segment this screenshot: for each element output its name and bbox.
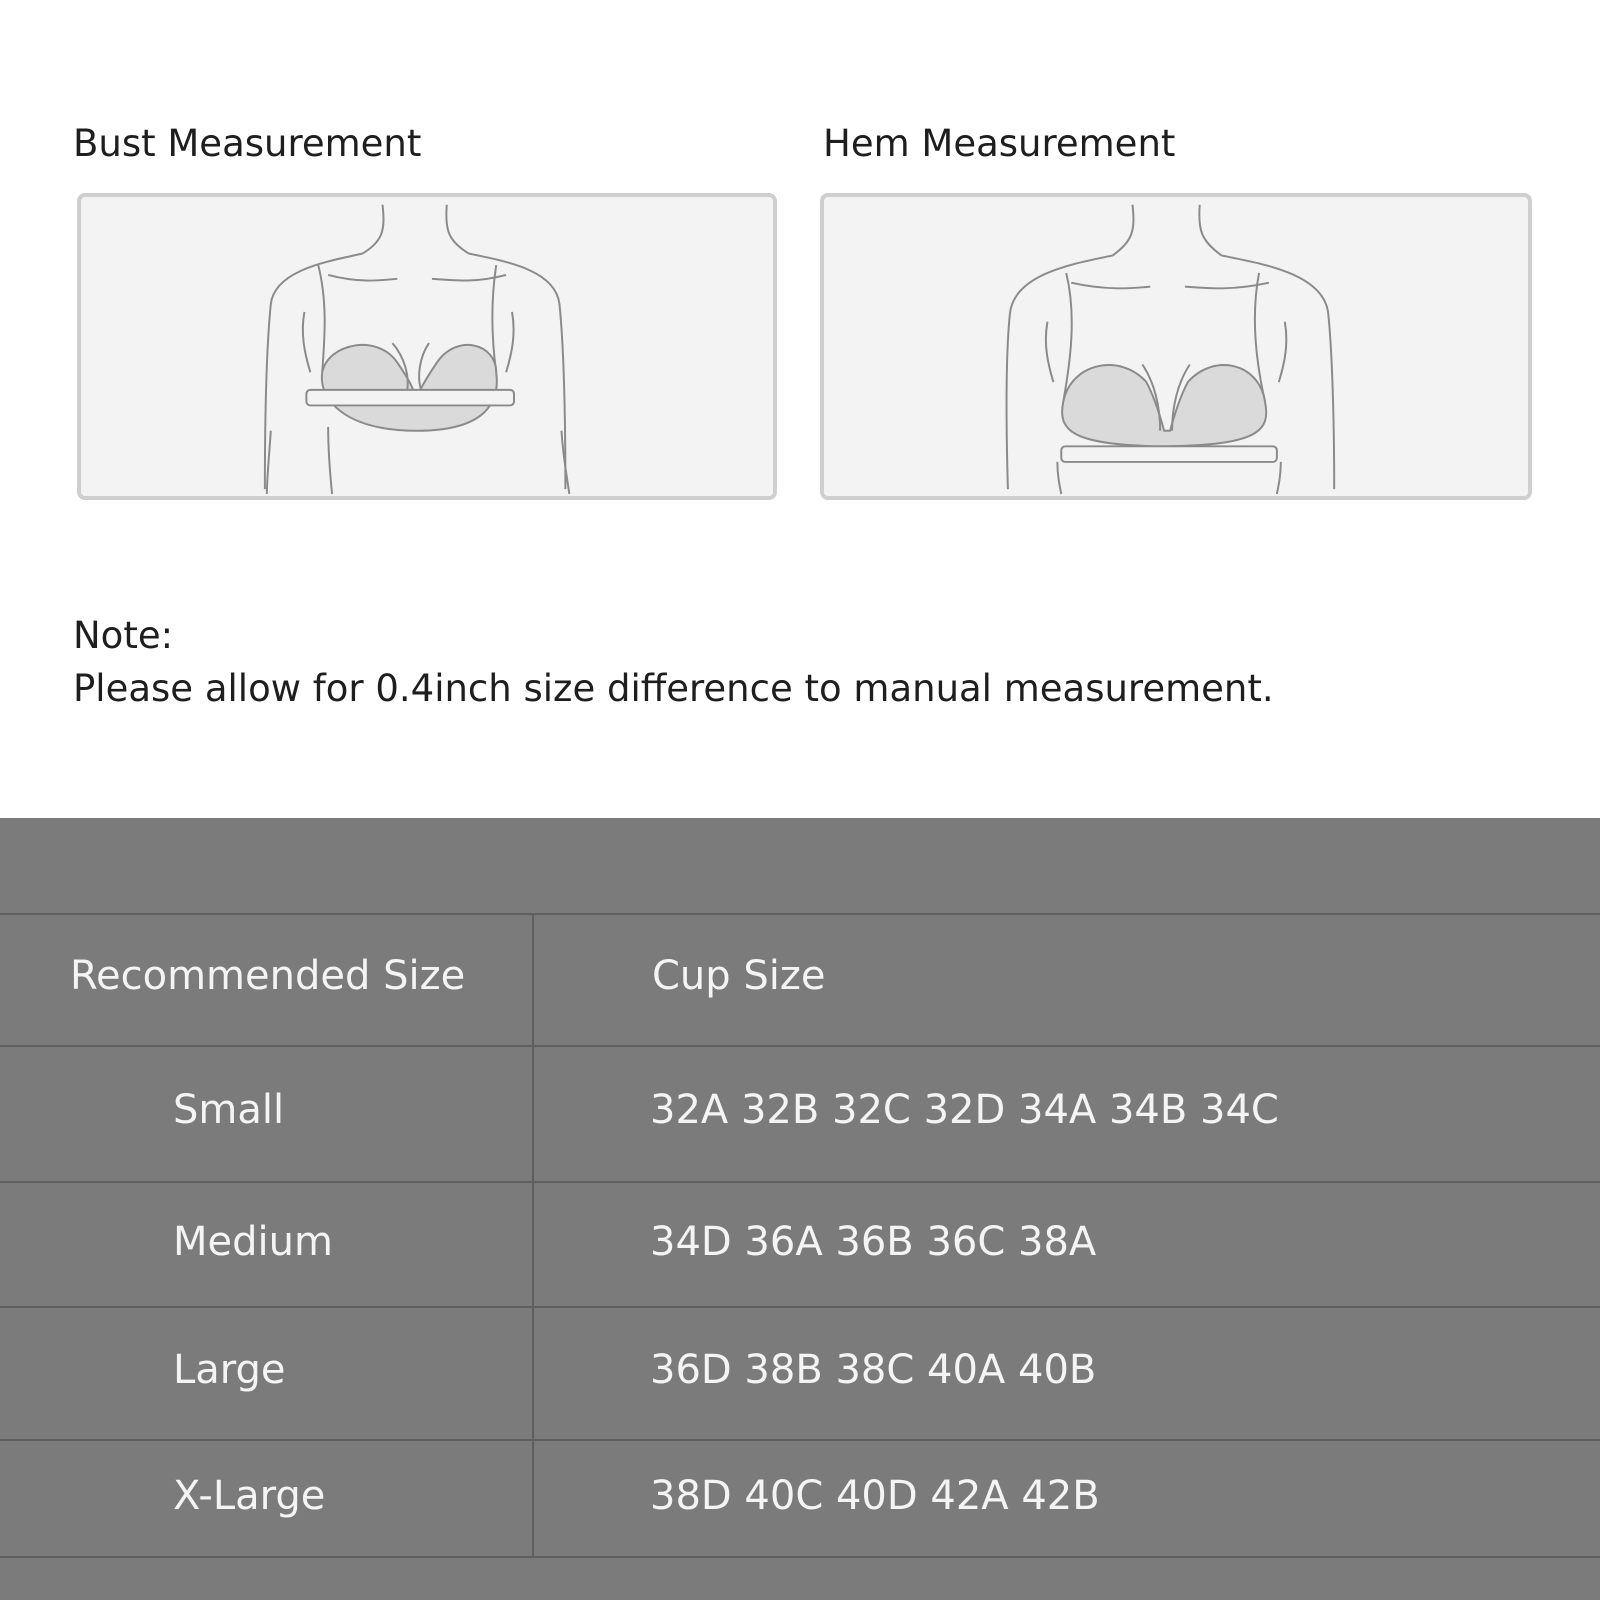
hem-figure-illustration <box>824 197 1528 496</box>
note-heading: Note: <box>73 614 174 657</box>
header-cup-size: Cup Size <box>652 953 826 999</box>
table-column-divider <box>532 913 534 1558</box>
size-cell-small: Small <box>173 1087 285 1133</box>
hem-measurement-diagram <box>820 193 1532 500</box>
size-cell-medium: Medium <box>173 1219 333 1265</box>
bust-measurement-label: Bust Measurement <box>73 122 422 165</box>
bust-measurement-diagram <box>77 193 777 500</box>
note-text: Please allow for 0.4inch size difference to manual measurement. <box>73 667 1274 710</box>
cup-cell-x-large: 38D 40C 40D 42A 42B <box>650 1473 1100 1519</box>
header-recommended-size: Recommended Size <box>70 953 466 999</box>
table-divider <box>0 913 1600 915</box>
table-divider <box>0 1181 1600 1183</box>
size-table <box>0 818 1600 1600</box>
cup-cell-small: 32A 32B 32C 32D 34A 34B 34C <box>650 1087 1279 1133</box>
cup-cell-large: 36D 38B 38C 40A 40B <box>650 1347 1097 1393</box>
table-divider <box>0 1306 1600 1308</box>
table-divider <box>0 1439 1600 1441</box>
table-divider <box>0 1556 1600 1558</box>
size-cell-large: Large <box>173 1347 286 1393</box>
bust-figure-illustration <box>81 197 773 496</box>
hem-measurement-label: Hem Measurement <box>823 122 1176 165</box>
cup-cell-medium: 34D 36A 36B 36C 38A <box>650 1219 1097 1265</box>
table-divider <box>0 1045 1600 1047</box>
size-cell-x-large: X-Large <box>173 1473 326 1519</box>
